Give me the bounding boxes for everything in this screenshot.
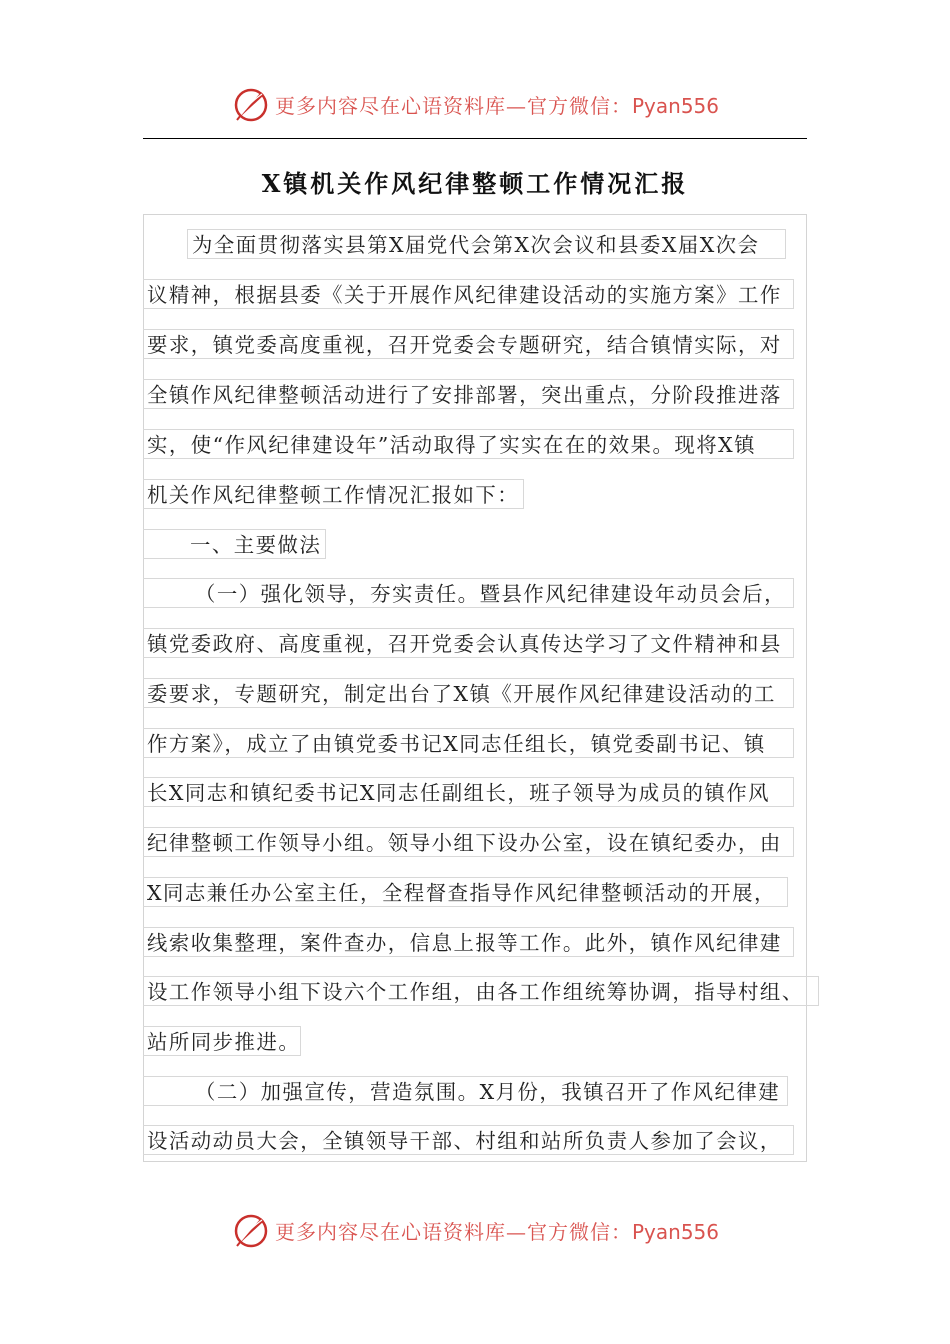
quill-logo-icon	[231, 1210, 271, 1250]
body-line: 线索收集整理，案件查办，信息上报等工作。此外，镇作风纪律建	[143, 927, 794, 957]
body-line: 为全面贯彻落实县第X届党代会第X次会议和县委X届X次会	[187, 229, 786, 259]
section-heading: 一、主要做法	[143, 529, 326, 559]
body-line: （一）强化领导，夯实责任。暨县作风纪律建设年动员会后，	[143, 578, 794, 608]
footer-banner	[0, 1208, 950, 1252]
quill-logo-icon	[231, 84, 271, 124]
body-line: 设工作领导小组下设六个工作组，由各工作组统筹协调，指导村组、	[143, 976, 819, 1006]
body-line: 全镇作风纪律整顿活动进行了安排部署，突出重点，分阶段推进落	[143, 379, 794, 409]
body-line: 委要求，专题研究，制定出台了X镇《开展作风纪律建设活动的工	[143, 678, 794, 708]
wechat-id: Pyan556	[631, 1219, 719, 1244]
body-line: （二）加强宣传，营造氛围。X月份，我镇召开了作风纪律建	[143, 1076, 788, 1106]
body-line: 镇党委政府、高度重视，召开党委会认真传达学习了文件精神和县	[143, 628, 794, 658]
header-rule	[143, 138, 807, 139]
body-line: 机关作风纪律整顿工作情况汇报如下：	[143, 479, 524, 509]
body-line: 要求，镇党委高度重视，召开党委会专题研究，结合镇情实际，对	[143, 329, 794, 359]
body-line: 长X同志和镇纪委书记X同志任副组长，班子领导为成员的镇作风	[143, 777, 794, 807]
banner-text: 更多内容尽在心语资料库—官方微信：Pyan556	[274, 93, 719, 118]
body-line: 纪律整顿工作领导小组。领导小组下设办公室，设在镇纪委办，由	[143, 827, 794, 857]
body-line: 站所同步推进。	[143, 1026, 301, 1056]
body-line: 作方案》，成立了由镇党委书记X同志任组长，镇党委副书记、镇	[143, 728, 794, 758]
body-line: 议精神，根据县委《关于开展作风纪律建设活动的实施方案》工作	[143, 279, 794, 309]
banner-text: 更多内容尽在心语资料库—官方微信：Pyan556	[274, 1219, 719, 1244]
document-title: X镇机关作风纪律整顿工作情况汇报	[261, 169, 689, 198]
body-line: X同志兼任办公室主任，全程督查指导作风纪律整顿活动的开展，	[143, 877, 788, 907]
wechat-id: Pyan556	[631, 93, 719, 118]
body-line: 实，使“作风纪律建设年”活动取得了实实在在的效果。现将X镇	[143, 429, 794, 459]
header-banner	[0, 82, 950, 126]
body-line: 设活动动员大会，全镇领导干部、村组和站所负责人参加了会议，	[143, 1125, 794, 1155]
